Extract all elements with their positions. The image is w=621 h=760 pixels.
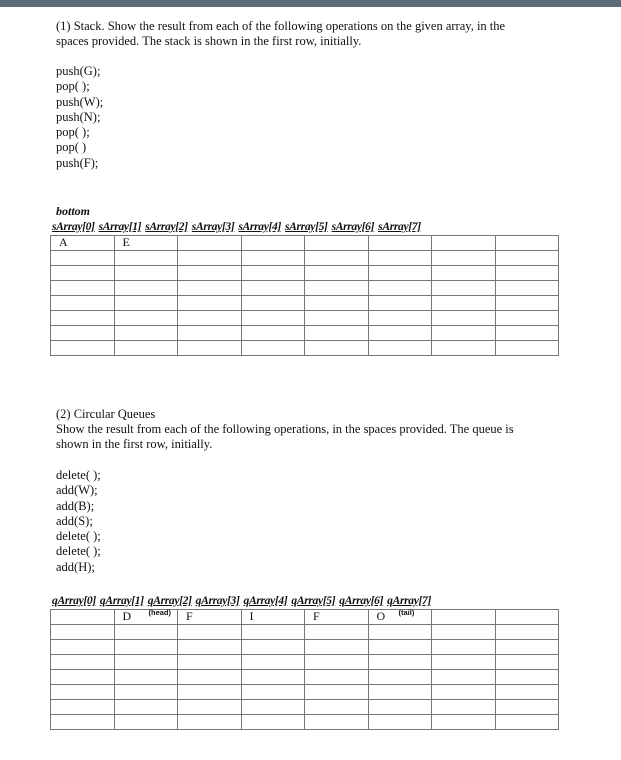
stack-cell[interactable] [368,251,432,266]
queue-cell[interactable] [305,715,369,730]
queue-cell[interactable] [51,700,115,715]
queue-row [51,685,559,700]
queue-cell[interactable] [241,640,305,655]
stack-cell[interactable] [305,311,369,326]
stack-cell[interactable] [114,281,178,296]
stack-operation: push(F); [56,155,99,170]
queue-cell[interactable] [432,700,496,715]
queue-cell[interactable]: O (tail) [368,610,432,625]
queue-cell[interactable] [241,670,305,685]
stack-operation: pop( ) [56,140,87,155]
queue-cell[interactable] [305,625,369,640]
stack-cell[interactable] [432,326,496,341]
stack-cell[interactable] [305,251,369,266]
queue-operation: delete( ); [56,544,101,559]
stack-cell[interactable] [432,296,496,311]
stack-bottom-label: bottom [56,204,91,218]
queue-cell[interactable] [241,625,305,640]
queue-cell[interactable] [368,670,432,685]
stack-cell[interactable] [432,251,496,266]
queue-operations-list [56,468,101,575]
stack-cell[interactable] [305,341,369,356]
stack-cell[interactable] [368,326,432,341]
stack-cell[interactable] [51,341,115,356]
queue-cell[interactable] [305,640,369,655]
queue-cell[interactable] [114,700,178,715]
queue-cell[interactable] [114,625,178,640]
queue-cell[interactable] [495,685,559,700]
queue-cell[interactable] [51,640,115,655]
queue-cell[interactable] [51,685,115,700]
queue-cell[interactable] [178,655,242,670]
stack-cell[interactable] [51,266,115,281]
stack-cell[interactable] [241,311,305,326]
stack-row [51,236,559,251]
stack-cell[interactable] [495,266,559,281]
stack-cell[interactable] [51,326,115,341]
queue-cell[interactable] [495,655,559,670]
stack-cell[interactable] [368,281,432,296]
queue-cell[interactable] [178,715,242,730]
stack-cell[interactable] [114,251,178,266]
queue-cell[interactable] [178,700,242,715]
queue-header-6: qArray[6] [339,594,384,607]
stack-cell[interactable] [241,266,305,281]
queue-cell[interactable] [368,700,432,715]
stack-row [51,251,559,266]
queue-column-headers [52,594,435,607]
queue-row [51,715,559,730]
stack-cell[interactable] [178,281,242,296]
stack-header-3: sArray[3] [191,220,235,233]
stack-cell[interactable] [241,296,305,311]
stack-cell[interactable] [432,281,496,296]
stack-intro-line-2: spaces provided. The stack is shown in the first row, initially. [56,34,362,48]
queue-cell[interactable] [51,610,115,625]
queue-cell[interactable] [432,610,496,625]
queue-cell[interactable] [114,685,178,700]
queue-cell[interactable] [432,715,496,730]
queue-cell[interactable] [178,685,242,700]
stack-cell[interactable] [178,236,242,251]
stack-header-1: sArray[1] [98,220,142,233]
stack-cell[interactable] [241,236,305,251]
queue-operation: delete( ); [56,468,101,482]
queue-intro [56,407,566,452]
stack-cell[interactable] [51,281,115,296]
stack-cell[interactable] [495,251,559,266]
queue-head-marker: (head) [148,608,171,617]
stack-row [51,266,559,281]
queue-cell[interactable] [368,715,432,730]
stack-cell[interactable] [305,296,369,311]
stack-cell[interactable] [495,296,559,311]
stack-cell[interactable] [495,311,559,326]
stack-operation: push(W); [56,94,104,109]
queue-cell[interactable] [241,655,305,670]
queue-cell[interactable] [305,670,369,685]
stack-operation: pop( ); [56,79,90,94]
stack-cell[interactable] [51,251,115,266]
stack-cell[interactable] [178,311,242,326]
stack-cell[interactable] [495,326,559,341]
stack-cell[interactable] [305,281,369,296]
stack-cell[interactable] [178,296,242,311]
stack-cell[interactable]: E [114,236,178,251]
queue-cell[interactable] [432,640,496,655]
stack-cell[interactable] [305,266,369,281]
queue-table [50,609,559,730]
queue-cell[interactable] [241,700,305,715]
stack-operation: pop( ); [56,125,90,140]
window-top-bar [0,0,621,7]
queue-cell[interactable] [305,655,369,670]
stack-cell[interactable] [114,326,178,341]
queue-row [51,655,559,670]
stack-cell[interactable] [368,296,432,311]
stack-cell[interactable] [432,341,496,356]
queue-header-2: qArray[2] [147,594,192,607]
queue-operation: add(H); [56,559,95,574]
stack-cell[interactable] [178,251,242,266]
queue-cell[interactable] [241,715,305,730]
queue-cell[interactable] [432,655,496,670]
queue-row [51,640,559,655]
stack-row [51,311,559,326]
queue-cell[interactable] [368,625,432,640]
queue-cell[interactable] [51,625,115,640]
stack-cell[interactable] [432,266,496,281]
stack-cell[interactable] [495,281,559,296]
queue-cell[interactable] [432,685,496,700]
queue-cell[interactable]: F [305,610,369,625]
queue-cell[interactable] [495,610,559,625]
stack-cell[interactable] [495,341,559,356]
queue-cell[interactable] [495,670,559,685]
stack-cell[interactable] [305,236,369,251]
queue-cell[interactable] [305,685,369,700]
stack-table [50,235,559,356]
queue-cell[interactable] [114,640,178,655]
queue-cell[interactable] [51,670,115,685]
queue-tail-marker: (tail) [398,608,415,617]
stack-row [51,281,559,296]
stack-cell[interactable] [368,236,432,251]
queue-cell[interactable] [432,625,496,640]
stack-cell[interactable] [432,236,496,251]
queue-cell[interactable] [178,670,242,685]
stack-cell[interactable] [114,266,178,281]
queue-cell[interactable] [114,655,178,670]
queue-cell[interactable] [432,670,496,685]
queue-cell[interactable] [178,625,242,640]
queue-operation: add(W); [56,483,98,498]
stack-row [51,296,559,311]
queue-header-3: qArray[3] [195,594,240,607]
stack-header-5: sArray[5] [284,220,328,233]
queue-title: (2) Circular Queues [56,407,156,421]
stack-cell[interactable] [241,341,305,356]
queue-cell[interactable]: I [241,610,305,625]
queue-row [51,625,559,640]
queue-intro-line-2: shown in the first row, initially. [56,437,213,451]
queue-cell[interactable] [495,625,559,640]
stack-cell[interactable] [368,341,432,356]
queue-cell[interactable] [495,640,559,655]
queue-cell[interactable] [178,640,242,655]
queue-cell[interactable] [51,715,115,730]
queue-cell[interactable] [368,655,432,670]
stack-header-2: sArray[2] [145,220,188,233]
stack-cell[interactable] [178,266,242,281]
queue-cell[interactable] [114,715,178,730]
stack-cell[interactable] [241,326,305,341]
stack-cell[interactable] [241,251,305,266]
stack-cell[interactable] [51,296,115,311]
queue-header-4: qArray[4] [243,594,288,607]
queue-cell[interactable] [495,715,559,730]
queue-cell[interactable]: F [178,610,242,625]
queue-header-7: qArray[7] [387,594,431,607]
stack-operation: push(N); [56,109,101,124]
queue-header-5: qArray[5] [291,594,336,607]
stack-cell[interactable] [368,311,432,326]
stack-cell[interactable] [178,326,242,341]
stack-cell[interactable] [432,311,496,326]
stack-cell[interactable] [305,326,369,341]
stack-column-headers [52,220,425,233]
stack-cell[interactable] [114,311,178,326]
queue-operation: add(S); [56,513,93,528]
queue-cell[interactable] [368,685,432,700]
stack-header-4: sArray[4] [238,220,281,233]
queue-cell[interactable] [114,670,178,685]
queue-cell[interactable] [495,700,559,715]
queue-operation: add(B); [56,498,95,513]
stack-intro-line-1: (1) Stack. Show the result from each of the following operations on the given array, in the [56,19,506,33]
stack-header-6: sArray[6] [331,220,375,233]
stack-cell[interactable] [495,236,559,251]
stack-row [51,341,559,356]
stack-cell[interactable] [114,341,178,356]
queue-row [51,610,559,625]
queue-cell[interactable] [305,700,369,715]
stack-operation: push(G); [56,64,101,78]
stack-cell[interactable] [114,296,178,311]
queue-cell[interactable] [241,685,305,700]
queue-cell[interactable] [368,640,432,655]
stack-cell[interactable] [51,311,115,326]
stack-row [51,326,559,341]
queue-intro-line-1: Show the result from each of the following operations, in the spaces provided. The queue is [56,422,514,436]
stack-cell[interactable]: A [51,236,115,251]
stack-intro [56,19,566,49]
stack-cell[interactable] [368,266,432,281]
queue-row [51,670,559,685]
queue-operation: delete( ); [56,529,101,544]
stack-header-7: sArray[7] [378,220,421,233]
queue-cell[interactable]: D (head) [114,610,178,625]
queue-header-1: qArray[1] [99,594,144,607]
queue-row [51,700,559,715]
queue-cell[interactable] [51,655,115,670]
stack-cell[interactable] [178,341,242,356]
stack-cell[interactable] [241,281,305,296]
queue-header-0: qArray[0] [52,594,96,607]
stack-operations-list [56,64,103,171]
stack-header-0: sArray[0] [52,220,95,233]
